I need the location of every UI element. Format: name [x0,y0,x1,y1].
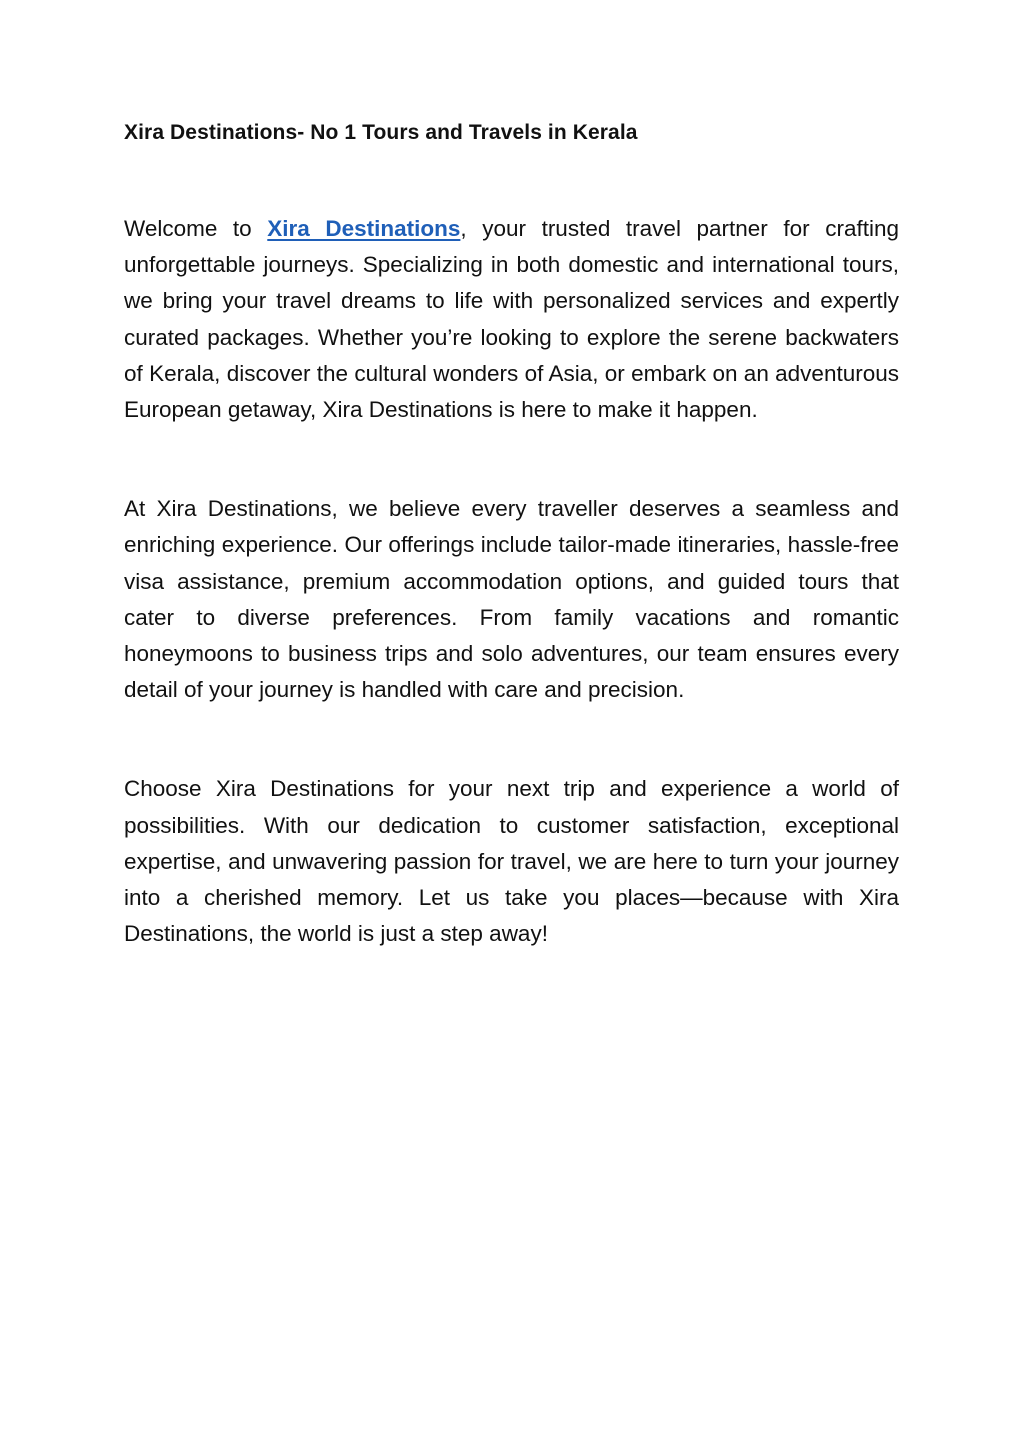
xira-destinations-link[interactable]: Xira Destinations [267,216,461,241]
offerings-paragraph: At Xira Destinations, we believe every traveller deserves a seamless and enriching experience. Our offerings include tailor-made itineraries, hassle-free visa assistance, premium accommodation options, and guided tours that cater to diverse preferences. From family vacations and romantic honeymoons to business trips and solo adventures, our team ensures every detail of your journey is handled with care and precision. [124,496,899,703]
closing-paragraph: Choose Xira Destinations for your next trip and experience a world of possibilities. With our dedication to customer satisfaction, exceptional expertise, and unwavering passion for travel, we are here to turn your journey into a cherished memory. Let us take you places—because with Xira Destinations, the world is just a step away! [124,776,899,947]
intro-paragraph [124,211,899,428]
document-body [124,118,899,1015]
document-title: Xira Destinations- No 1 Tours and Travels in Kerala [124,121,638,144]
intro-lead-text: Welcome to [124,216,268,241]
intro-rest-text: , your trusted travel partner for crafting unforgettable journeys. Specializing in both domestic and international tours, we bring your travel dreams to life with personalized services and expertly curated packages. Whether you’re looking to explore the serene backwaters of Kerala, discover the cultural wonders of Asia, or embark on an adventurous European getaway, Xira Destinations is here to make it happen. [124,216,899,423]
